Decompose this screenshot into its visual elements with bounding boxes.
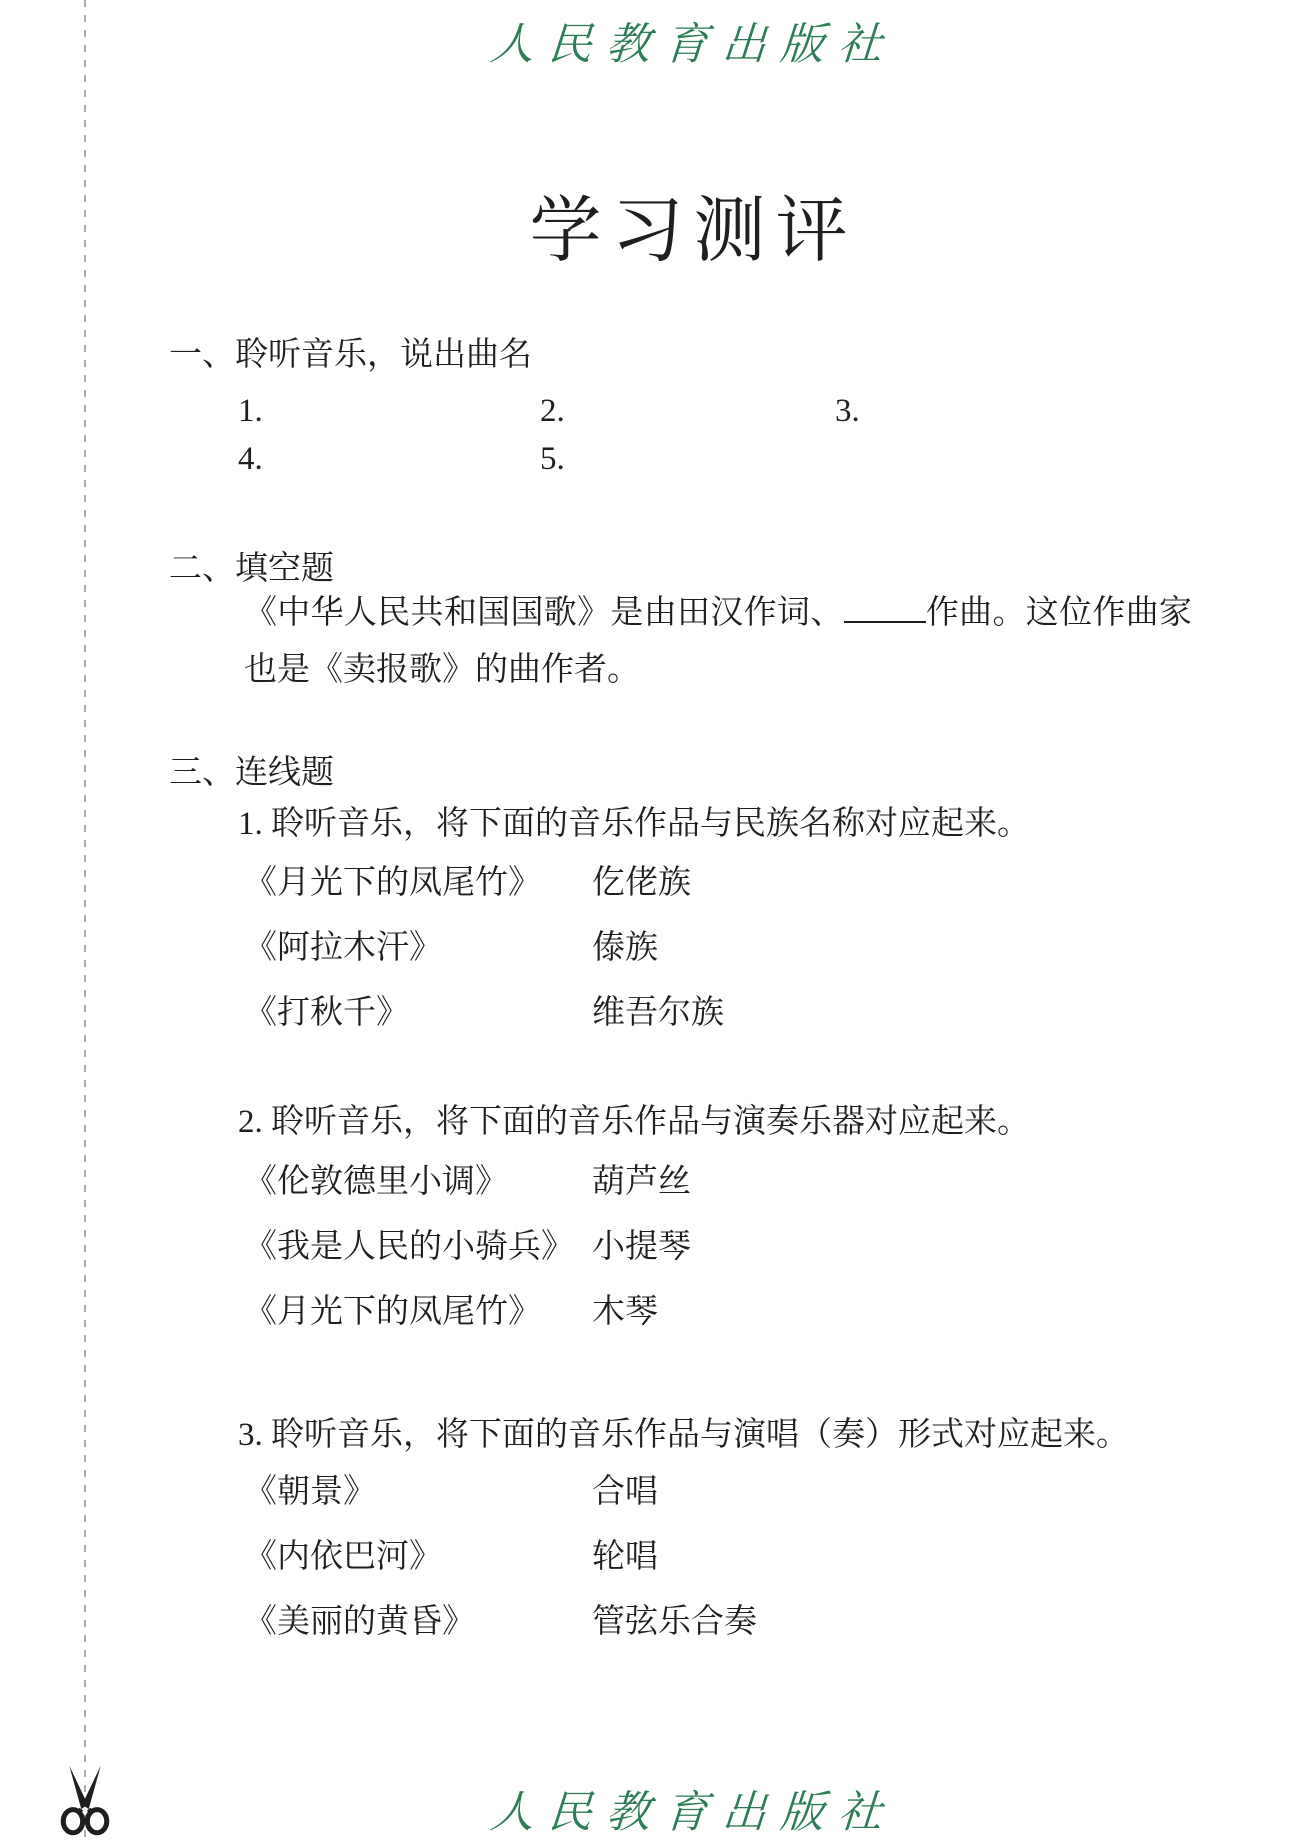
match-row [244,1530,658,1577]
matching-q2-prompt: 2. 聆听音乐，将下面的音乐作品与演奏乐器对应起来。 [238,1104,1030,1140]
publisher-logo-bottom [82,1776,1303,1840]
music-work-title: 《月光下的凤尾竹》 [244,865,541,901]
music-work-title: 《内依巴河》 [244,1539,442,1575]
matching-q1-prompt: 1. 聆听音乐，将下面的音乐作品与民族名称对应起来。 [238,806,1030,842]
music-work-title: 《月光下的凤尾竹》 [244,1294,541,1330]
answer-slot-3: 3. [835,393,860,429]
publisher-logo-top [82,8,1303,72]
match-option: 合唱 [592,1474,658,1510]
match-row [244,1220,691,1267]
match-row [244,856,691,903]
fill-in-blank-line [844,588,926,623]
section-3-header: 三、连线题 [169,755,334,791]
match-row [244,1595,757,1642]
answer-slot-1: 1. [238,393,263,429]
match-option: 小提琴 [592,1229,691,1265]
match-option: 维吾尔族 [592,995,724,1031]
match-option: 葫芦丝 [592,1164,691,1200]
match-row [244,1155,691,1202]
match-option: 木琴 [592,1294,658,1330]
cut-dashed-line [84,0,86,1842]
matching-q3-prompt: 3. 聆听音乐，将下面的音乐作品与演唱（奏）形式对应起来。 [238,1417,1129,1453]
publisher-logo-text: 人民教育出版社 [488,20,898,69]
music-work-title: 《朝景》 [244,1474,376,1510]
publisher-logo-text: 人民教育出版社 [488,1788,898,1837]
page-title: 学习测评 [529,191,858,271]
answer-slot-2: 2. [540,393,565,429]
answer-slot-5: 5. [540,441,565,477]
fill-in-blank-paragraph [244,585,1192,699]
match-option: 管弦乐合奏 [592,1604,757,1640]
section-1-header: 一、聆听音乐，说出曲名 [169,337,532,373]
answer-slot-4: 4. [238,441,263,477]
match-row [244,986,724,1033]
match-option: 轮唱 [592,1539,658,1575]
match-option: 仡佬族 [592,865,691,901]
paragraph-text-before-blank: 《中华人民共和国国歌》是由田汉作词、 [244,595,844,631]
match-option: 傣族 [592,930,658,966]
match-row [244,1465,658,1512]
music-work-title: 《打秋千》 [244,995,409,1031]
music-work-title: 《美丽的黄昏》 [244,1604,475,1640]
music-work-title: 《伦敦德里小调》 [244,1164,508,1200]
music-work-title: 《阿拉木汗》 [244,930,442,966]
match-row [244,921,658,968]
paragraph-text-after-blank: 作曲。这位作曲家也是《卖报歌》的曲作者。 [244,595,1193,688]
section-2-header: 二、填空题 [169,551,334,587]
match-row [244,1285,658,1332]
music-work-title: 《我是人民的小骑兵》 [244,1229,574,1265]
